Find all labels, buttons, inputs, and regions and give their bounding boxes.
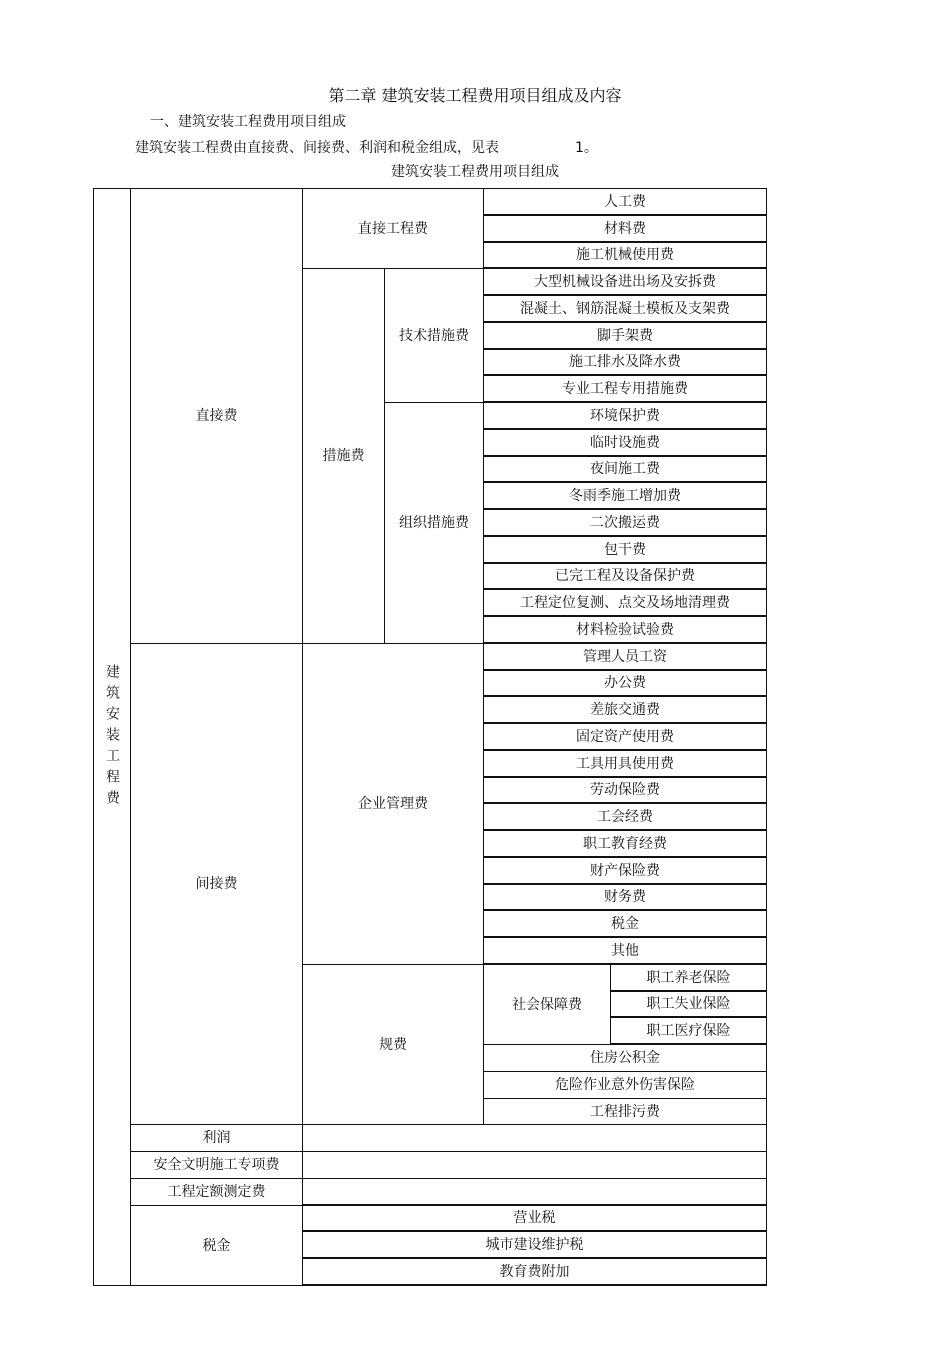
enterprise-management-item: 其他 [483,937,767,965]
organizational-measures-item: 夜间施工费 [483,456,767,483]
enterprise-management-item: 税金 [483,910,767,938]
profit-empty-cell [302,1124,767,1152]
enterprise-management-item: 固定资产使用费 [483,723,767,751]
enterprise-management-item: 财产保险费 [483,857,767,885]
organizational-measures-item: 已完工程及设备保护费 [483,563,767,590]
safety-fee-cell: 安全文明施工专项费 [130,1151,303,1179]
enterprise-management-item: 工会经费 [483,803,767,831]
enterprise-management-item: 差旅交通费 [483,696,767,724]
organizational-measures-item: 冬雨季施工增加费 [483,482,767,510]
organizational-measures-item: 材料检验试验费 [483,616,767,644]
direct-engineering-item: 材料费 [483,215,767,243]
social-security-item: 职工医疗保险 [610,1017,767,1045]
table-caption: 建筑安装工程费用项目组成 [391,164,559,180]
direct-engineering-item: 施工机械使用费 [483,242,767,269]
tax-cell: 税金 [130,1205,303,1286]
technical-measures-item: 专业工程专用措施费 [483,375,767,403]
direct-cost-cell: 直接费 [130,188,303,644]
technical-measures-item: 施工排水及降水费 [483,349,767,376]
tax-item: 教育费附加 [302,1258,767,1286]
tax-item: 城市建设维护税 [302,1231,767,1259]
social-security-cell: 社会保障费 [483,964,611,1045]
root-cost-cell: 建筑安装工程费 [93,188,131,1286]
quota-empty-cell [302,1178,767,1206]
enterprise-management-item: 劳动保险费 [483,777,767,804]
direct-engineering-item: 人工费 [483,188,767,216]
indirect-cost-cell: 间接费 [130,643,303,1125]
profit-cell: 利润 [130,1124,303,1152]
enterprise-management-cell: 企业管理费 [302,643,484,965]
organizational-measures-item: 包干费 [483,536,767,564]
intro-table-reference: 1。 [575,140,598,156]
organizational-measures-cell: 组织措施费 [384,402,484,644]
enterprise-management-item: 财务费 [483,884,767,911]
technical-measures-item: 混凝土、钢筋混凝土模板及支架费 [483,295,767,323]
page-title: 第二章 建筑安装工程费用项目组成及内容 [328,86,622,105]
organizational-measures-item: 二次搬运费 [483,509,767,537]
technical-measures-cell: 技术措施费 [384,268,484,403]
tax-item: 营业税 [302,1205,767,1232]
technical-measures-item: 脚手架费 [483,322,767,350]
enterprise-management-item: 管理人员工资 [483,643,767,671]
statutory-fees-cell: 规费 [302,964,484,1125]
safety-empty-cell [302,1151,767,1179]
enterprise-management-item: 职工教育经费 [483,830,767,858]
statutory-fees-item: 住房公积金 [483,1044,767,1072]
organizational-measures-item: 工程定位复测、点交及场地清理费 [483,589,767,617]
measures-cell: 措施费 [302,268,385,644]
social-security-item: 职工养老保险 [610,964,767,992]
organizational-measures-item: 环境保护费 [483,402,767,430]
organizational-measures-item: 临时设施费 [483,429,767,457]
statutory-fees-item: 危险作业意外伤害保险 [483,1071,767,1099]
enterprise-management-item: 办公费 [483,670,767,697]
social-security-item: 职工失业保险 [610,991,767,1018]
section-heading: 一、建筑安装工程费用项目组成 [150,114,346,130]
quota-fee-cell: 工程定额测定费 [130,1178,303,1206]
statutory-fees-item: 工程排污费 [483,1098,767,1125]
intro-paragraph: 建筑安装工程费由直接费、间接费、利润和税金组成，见表 [135,140,499,156]
enterprise-management-item: 工具用具使用费 [483,750,767,778]
direct-engineering-cell: 直接工程费 [302,188,484,269]
technical-measures-item: 大型机械设备进出场及安拆费 [483,268,767,296]
